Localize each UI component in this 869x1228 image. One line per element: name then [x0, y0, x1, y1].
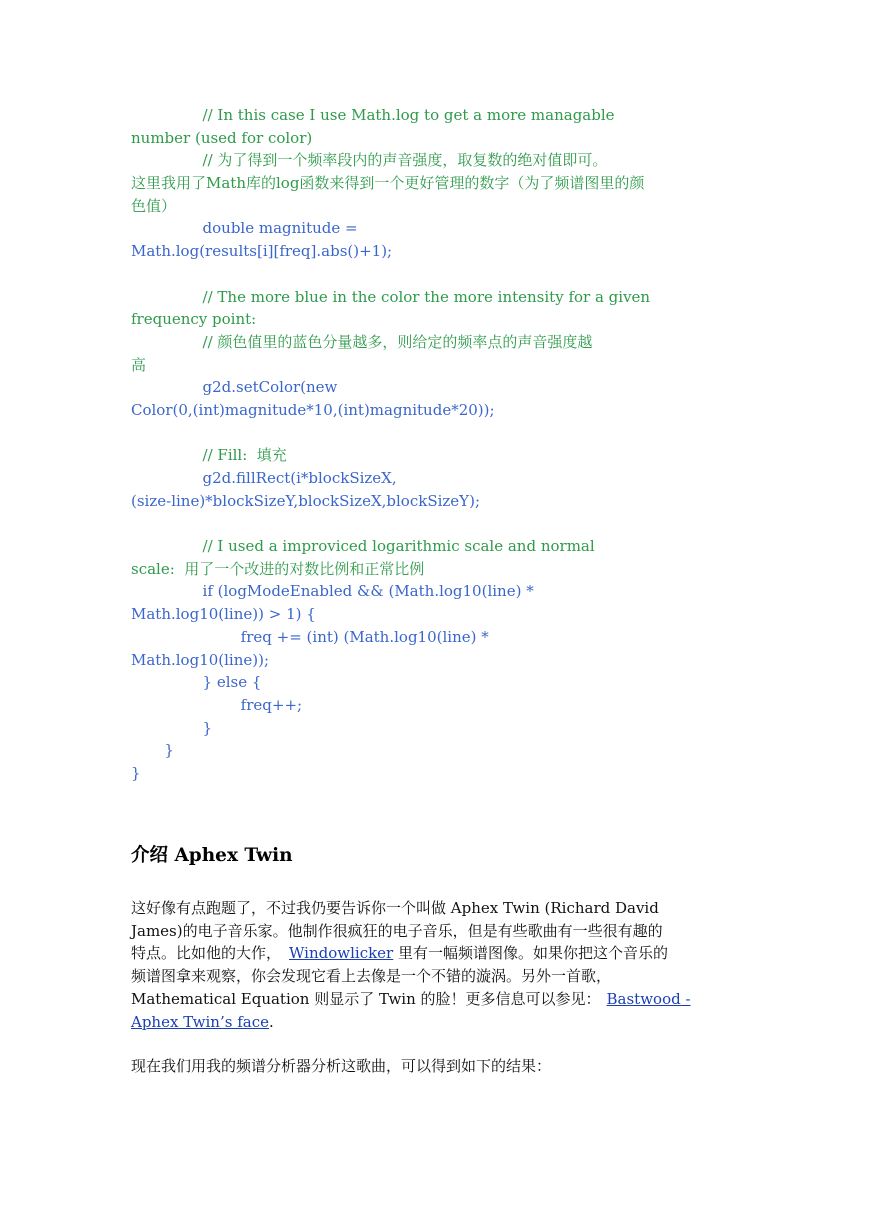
para-line: 特点。比如他的大作， — [131, 944, 282, 963]
code-text: if (logModeEnabled && (Math.log10(line) * — [202, 582, 534, 601]
code-text: // Fill: 填充 — [202, 446, 287, 465]
para-line: James)的电子音乐家。他制作很疯狂的电子音乐，但是有些歌曲有一些很有趣的 — [131, 921, 663, 940]
code-line — [131, 512, 741, 535]
code-text: } — [131, 763, 141, 782]
code-text: freq += (int) (Math.log10(line) * — [240, 627, 489, 646]
code-line — [131, 535, 741, 558]
code-line — [131, 739, 741, 762]
code-line — [131, 444, 741, 467]
code-text: 色值） — [131, 196, 177, 215]
code-text: (size-line)*blockSizeY,blockSizeX,blockSizeY); — [131, 491, 480, 510]
code-text: } else { — [202, 673, 262, 692]
code-text: // 为了得到一个频率段内的声音强度，取复数的绝对值即可。 — [202, 151, 608, 170]
code-text: number (used for color) — [131, 128, 313, 147]
code-line — [131, 376, 741, 399]
code-line — [131, 195, 741, 218]
para-line: Mathematical Equation 则显示了 Twin 的脸！更多信息可以参见： — [131, 989, 601, 1008]
code-line — [131, 308, 741, 331]
para-line: 频谱图拿来观察，你会发现它看上去像是一个不错的漩涡。另外一首歌， — [131, 967, 612, 986]
code-line — [131, 172, 741, 195]
code-line — [131, 626, 741, 649]
code-line — [131, 717, 741, 740]
code-text: g2d.setColor(new — [202, 378, 338, 397]
code-line — [131, 490, 741, 513]
code-text: Color(0,(int)magnitude*10,(int)magnitude*20)); — [131, 400, 495, 419]
code-block — [131, 104, 741, 785]
code-text: double magnitude = — [202, 219, 358, 238]
para-line: 里有一幅频谱图像。如果你把这个音乐的 — [393, 944, 669, 963]
code-line — [131, 354, 741, 377]
code-line — [131, 422, 741, 445]
bastwood-link-cont[interactable]: Aphex Twin’s face — [131, 1012, 269, 1031]
paragraph-analysis: 现在我们用我的频谱分析器分析这歌曲，可以得到如下的结果： — [131, 1057, 552, 1075]
code-line — [131, 331, 741, 354]
code-text: // In this case I use Math.log to get a more managable — [202, 106, 615, 124]
code-text: scale: 用了一个改进的对数比例和正常比例 — [131, 559, 425, 578]
code-line — [131, 694, 741, 717]
code-text: // The more blue in the color the more intensity for a given — [202, 287, 651, 306]
code-text: } — [202, 718, 213, 737]
code-line — [131, 263, 741, 286]
code-text: 这里我用了Math库的log函数来得到一个更好管理的数字（为了频谱图里的颜 — [131, 174, 645, 193]
para-line: . — [268, 1012, 274, 1031]
code-text: // 颜色值里的蓝色分量越多，则给定的频率点的声音强度越 — [202, 332, 593, 351]
code-text: freq++; — [240, 695, 303, 714]
code-text: g2d.fillRect(i*blockSizeX, — [202, 469, 397, 487]
windowlicker-link[interactable]: Windowlicker — [289, 944, 394, 963]
code-text: Math.log(results[i][freq].abs()+1); — [131, 242, 393, 261]
code-text: // I used a improviced logarithmic scale and normal — [202, 537, 595, 556]
code-text: 高 — [131, 355, 147, 374]
code-line — [131, 603, 741, 626]
para-line: 这好像有点跑题了，不过我仍要告诉你一个叫做 Aphex Twin (Richard David — [131, 899, 659, 917]
code-text: frequency point: — [131, 310, 257, 329]
code-line — [131, 127, 741, 150]
bastwood-link[interactable]: Bastwood - — [606, 989, 691, 1008]
code-text: } — [164, 741, 174, 760]
code-line — [131, 671, 741, 694]
code-line — [131, 649, 741, 672]
code-line — [131, 762, 741, 785]
code-line — [131, 399, 741, 422]
code-text: Math.log10(line)) > 1) { — [131, 605, 316, 624]
code-line — [131, 149, 741, 172]
code-line — [131, 286, 741, 309]
paragraph-aphex-intro — [131, 897, 739, 1033]
code-line — [131, 558, 741, 581]
section-heading: 介绍 Aphex Twin — [131, 845, 293, 866]
code-text: Math.log10(line)); — [131, 650, 270, 669]
code-line — [131, 240, 741, 263]
code-line — [131, 104, 741, 127]
code-line — [131, 217, 741, 240]
code-line — [131, 467, 741, 490]
code-line — [131, 580, 741, 603]
